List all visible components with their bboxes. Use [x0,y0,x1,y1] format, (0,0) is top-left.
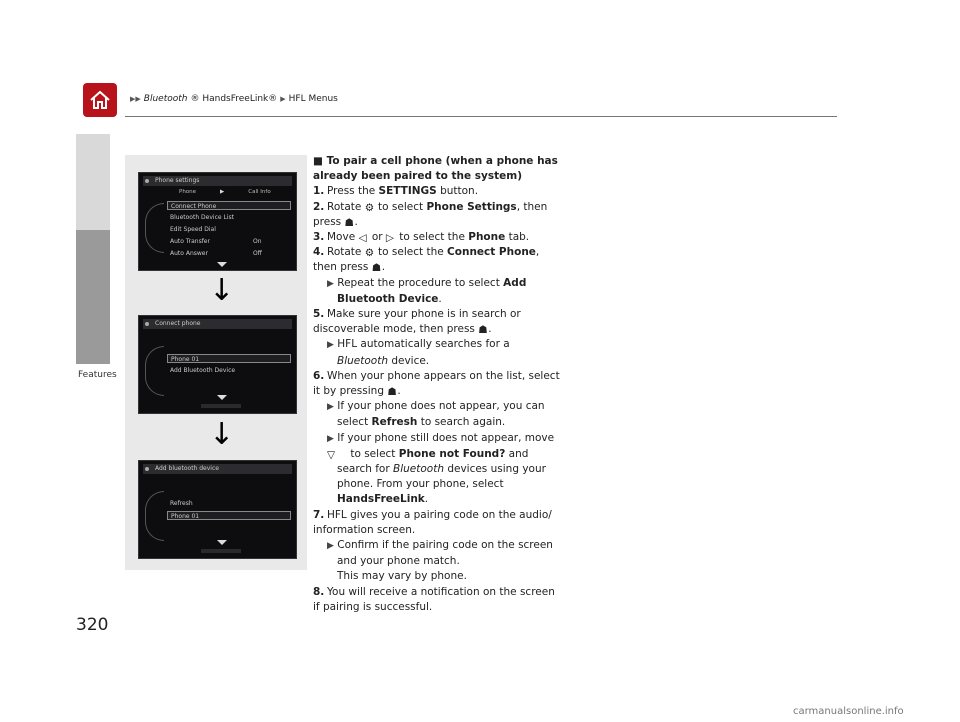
tab-call-info[interactable]: Call Info [248,189,271,195]
scroll-down-icon [217,540,227,545]
step-7-note: ▶ Confirm if the pairing code on the screen and your phone match. This may vary by phone. [327,539,553,583]
breadcrumb-item-hfl[interactable]: ® HandsFreeLink® [190,94,278,104]
menu-row[interactable]: Bluetooth Device List [170,214,234,221]
menu-row[interactable]: Add Bluetooth Device [170,367,236,374]
bottom-bar [201,549,241,553]
arrow-down-icon: ↓ [209,417,235,452]
step-5-note: ▶ HFL automatically searches for a Bluetooth device. [327,338,510,367]
step-5: 5. Make sure your phone is in search or discoverable mode, then press ☗. [313,308,521,337]
page-number: 320 [76,615,109,635]
move-down-icon: ▽ [327,448,336,461]
scroll-down-icon [217,262,227,267]
step-7: 7. HFL gives you a pairing code on the audio/ information screen. [313,508,552,536]
step-2: 2. Rotate ⚙ to select Phone Settings, then press ☗. [313,200,548,229]
step-4: 4. Rotate ⚙ to select the Connect Phone, then press ☗. [313,246,540,275]
move-left-icon: ◁ [358,232,367,245]
watermark: carmanualsonline.info [793,706,904,717]
breadcrumb-arrow-icon: ▶ [280,95,286,103]
step-1: 1. Press the SETTINGS button. [313,185,479,198]
screen-title: Phone settings [143,176,292,186]
step-4-note: ▶ Repeat the procedure to select Add Bluetooth Device. [327,276,527,305]
move-right-icon: ▷ [385,232,394,245]
instructions [313,154,563,615]
menu-row[interactable]: Phone 01 [167,511,291,520]
screen-title-icon [145,467,149,471]
screen-tabs [179,189,271,195]
dial-arc [145,346,164,396]
breadcrumb-arrow-icon: ▶▶ [130,95,141,103]
screen-title-icon [145,322,149,326]
dial-arc [145,491,164,541]
menu-row[interactable]: Connect Phone [167,201,291,210]
side-tab-inactive [76,134,110,230]
header-rule [125,116,837,117]
press-icon: ☗ [371,262,382,275]
step-3: 3. Move ◁ or ▷ to select the Phone tab. [313,231,530,245]
note-arrow-icon: ▶ [327,541,334,552]
interface-dial-icon: ⚙ [364,247,375,260]
tab-arrow-icon: ▶ [220,189,225,195]
note-arrow-icon: ▶ [327,278,334,289]
scroll-down-icon [217,395,227,400]
home-icon[interactable] [83,83,117,117]
interface-dial-icon: ⚙ [364,201,375,214]
screen-connect-phone [138,315,297,414]
breadcrumb-item-hfl-menus[interactable]: HFL Menus [288,94,338,104]
screen-phone-settings [138,172,297,271]
note-arrow-icon: ▶ [327,402,334,413]
side-label: Features [78,370,117,380]
press-icon: ☗ [387,386,397,399]
screen-title: Connect phone [143,319,292,329]
screen-add-bluetooth [138,460,297,559]
arrow-down-icon: ↓ [209,273,235,308]
screen-figure [125,155,307,570]
section-heading: ■ To pair a cell phone (when a phone has already been paired to the system) [313,155,558,183]
menu-row[interactable]: Edit Speed Dial [170,226,216,233]
menu-row[interactable]: Auto Transfer On [170,238,262,245]
screen-title: Add bluetooth device [143,464,292,474]
press-icon: ☗ [344,216,354,229]
step-8: 8. You will receive a notification on the screen if pairing is successful. [313,585,555,613]
step-6: 6. When your phone appears on the list, select it by pressing ☗. [313,369,560,399]
press-icon: ☗ [478,324,488,337]
step-6-note-1: ▶ If your phone does not appear, you can select Refresh to search again. [327,400,545,429]
breadcrumb [130,94,338,104]
tab-phone[interactable]: Phone [179,189,197,195]
menu-row[interactable]: Refresh [170,500,193,507]
step-6-note-2: ▶ If your phone still does not appear, move ▽ to select Phone not Found? and search for Bluetooth devices using your phone. From your phone, select HandsFreeLink. [327,431,555,506]
note-arrow-icon: ▶ [327,340,334,351]
menu-row[interactable]: Phone 01 [167,354,291,363]
bottom-bar [201,404,241,408]
breadcrumb-item-bluetooth[interactable]: Bluetooth [143,94,188,104]
side-tab-features[interactable] [76,230,110,364]
screen-title-icon [145,179,149,183]
note-arrow-icon: ▶ [327,433,334,444]
dial-arc [145,203,164,253]
menu-row[interactable]: Auto Answer Off [170,250,262,257]
